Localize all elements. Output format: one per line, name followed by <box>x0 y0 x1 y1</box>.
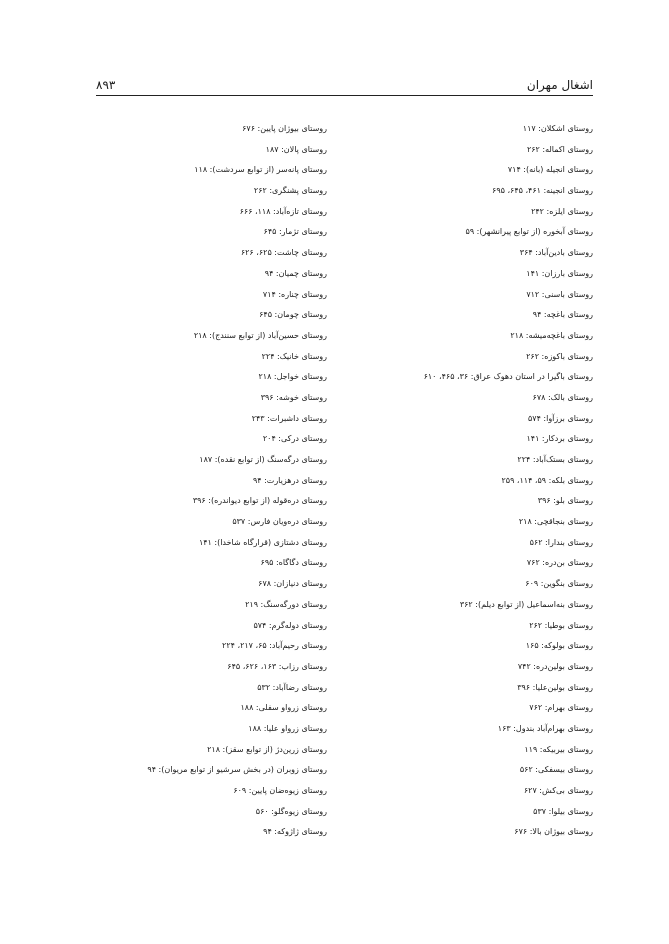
index-entry: روستای بیسفکی: ۵۶۲ <box>519 765 593 775</box>
index-entry: روستای اشکلان: ۱۱۷ <box>522 124 593 133</box>
index-entry: روستای پانه‌سر (از توابع سردشت): ۱۱۸ <box>194 165 327 175</box>
index-entry: روستای بستک‌آباد: ۲۲۴ <box>517 455 593 464</box>
index-entry: روستای درگه‌سنگ (از توابع نقده): ۱۸۷ <box>199 455 327 464</box>
index-entry: روستای خانیک: ۲۲۴ <box>261 351 327 361</box>
index-column-right <box>353 119 593 843</box>
index-entry: روستای بهرام: ۷۶۲ <box>529 703 593 713</box>
index-entry: روستای دره‌ویان فارس: ۵۳۷ <box>232 517 327 527</box>
index-entry: روستای چناره: ۷۱۴ <box>262 289 327 299</box>
index-entry: روستای بن‌دره: ۷۶۲ <box>526 558 593 568</box>
index-entry: روستای برزآوا: ۵۷۴ <box>527 413 593 423</box>
index-entry: روستای زوبران (در بخش سرشیو از توابع مریوان): ۹۴ <box>147 765 327 775</box>
index-entry: روستای دوله‌گرم: ۵۷۴ <box>253 620 327 630</box>
index-entry: روستای رحیم‌آباد: ۶۵، ۲۱۷، ۲۲۴ <box>222 641 327 651</box>
index-entry: روستای بارزان: ۱۴۱ <box>526 268 593 278</box>
index-entry: روستای بیربیکه: ۱۱۹ <box>524 744 593 754</box>
index-entry: روستای درکی: ۲۰۴ <box>262 434 327 444</box>
index-entry: روستای درهزیارت: ۹۴ <box>252 475 327 485</box>
index-entry: روستای زرواو سفلی: ۱۸۸ <box>240 703 327 713</box>
index-entry: روستای دنیازان: ۶۷۸ <box>258 579 327 589</box>
index-entry: روستای چومان: ۶۴۵ <box>259 310 327 320</box>
index-entry: روستای آبخوره (از توابع پیرانشهر): ۵۹ <box>465 227 593 237</box>
index-entry: روستای بیوژان بالا: ۶۷۶ <box>514 827 593 837</box>
index-entry: روستای بوطیا: ۲۶۲ <box>529 620 593 630</box>
index-entry: روستای ژاژوکه: ۹۴ <box>263 827 327 837</box>
index-entry: روستای رضاآباد: ۵۳۲ <box>257 682 327 692</box>
index-entry: روستای زرین‌دژ (از توابع سقز): ۲۱۸ <box>207 744 327 754</box>
index-entry: روستای بلو: ۳۹۶ <box>537 496 593 506</box>
index-entry: روستای دشتازی (قرارگاه شاخدا): ۱۴۱ <box>198 537 327 547</box>
index-entry: روستای رزاب: ۱۶۳، ۶۲۶، ۶۴۵ <box>227 661 327 671</box>
index-entry: روستای باکوزه: ۲۶۲ <box>526 351 593 361</box>
index-entry: روستای بلکه: ۵۹، ۱۱۴، ۲۵۹ <box>501 475 593 485</box>
chapter-title: اشغال مهران <box>526 78 593 92</box>
index-entry: روستای پالان: ۱۸۷ <box>265 144 327 154</box>
index-entry: روستای بنگوین: ۶۰۹ <box>525 579 593 589</box>
index-entry: روستای چمیان: ۹۴ <box>264 268 327 278</box>
index-entry: روستای خوشه: ۳۹۶ <box>260 392 327 402</box>
index-entry: روستای زیوه‌ضان پایین: ۶۰۹ <box>233 786 327 795</box>
index-entry: روستای بنه‌اسماعیل (از توابع دیلم): ۳۶۲ <box>459 599 593 609</box>
index-entry: روستای بردکار: ۱۴۱ <box>526 434 593 444</box>
index-entry: روستای دورگه‌سنگ: ۲۱۹ <box>245 599 327 609</box>
index-entry: روستای دگاگاه: ۶۹۵ <box>260 558 327 568</box>
index-entry: روستای باغچه: ۹۴ <box>532 310 593 320</box>
index-entry: روستای بولین‌دره: ۷۴۲ <box>517 661 593 671</box>
index-entry: روستای بندارا: ۵۶۲ <box>529 537 593 547</box>
index-entry: روستای تژمار: ۶۴۵ <box>263 227 327 237</box>
index-entry: روستای بیلوا: ۵۳۷ <box>533 806 593 816</box>
running-header <box>96 78 593 96</box>
index-entry: روستای بی‌کش: ۶۲۷ <box>523 786 593 795</box>
index-entry: روستای پشنگری: ۲۶۲ <box>253 186 327 196</box>
index-entry: روستای بادین‌آباد: ۳۶۴ <box>519 248 593 258</box>
index-entry: روستای بیوژان پایین: ۶۷۶ <box>242 124 327 133</box>
index-entry: روستای بولین‌علیا: ۳۹۶ <box>517 682 593 692</box>
index-entry: روستای زرواو علیا: ۱۸۸ <box>248 723 327 733</box>
index-column-left <box>92 119 327 843</box>
index-entry: روستای بهرام‌آباد بندول: ۱۶۳ <box>497 723 593 733</box>
index-entry: روستای باسنی: ۷۱۲ <box>526 289 593 299</box>
index-entry: روستای انجینه: ۴۶۱، ۶۴۵، ۶۹۵ <box>492 186 593 196</box>
index-entry: روستای دره‌قوله (از توابع دیواندره): ۳۹۶ <box>192 496 327 506</box>
index-entry: روستای چاشت: ۶۲۵، ۶۲۶ <box>240 248 327 258</box>
index-entry: روستای بالک: ۶۷۸ <box>532 392 593 402</box>
index-entry: روستای باغچه‌میشه: ۲۱۸ <box>510 330 593 340</box>
index-entry: روستای ایلزه: ۲۴۲ <box>531 206 593 216</box>
index-entry: روستای انجیله (بانه): ۷۱۴ <box>507 165 593 175</box>
index-entry: روستای اکماله: ۲۶۲ <box>526 144 593 154</box>
index-entry: روستای بنجاقچی: ۲۱۸ <box>518 517 593 527</box>
index-entry: روستای بولوکه: ۱۶۵ <box>525 641 593 651</box>
index-entry: روستای حسین‌آباد (از توابع سنندج): ۲۱۸ <box>193 330 327 340</box>
index-entry: روستای تازه‌آباد: ۱۱۸، ۶۶۶ <box>239 206 327 216</box>
page-number: ۸۹۳ <box>96 78 116 92</box>
index-entry: روستای باگیرا در استان دهوک عراق: ۳۶، ۴۶۵، ۶۱۰ <box>423 372 593 382</box>
index-entry: روستای داشبرات: ۲۴۳ <box>251 413 327 423</box>
index-entry: روستای خواجل: ۲۱۸ <box>258 372 327 382</box>
index-entry: روستای زیوه‌گلو: ۵۶۰ <box>255 806 327 816</box>
